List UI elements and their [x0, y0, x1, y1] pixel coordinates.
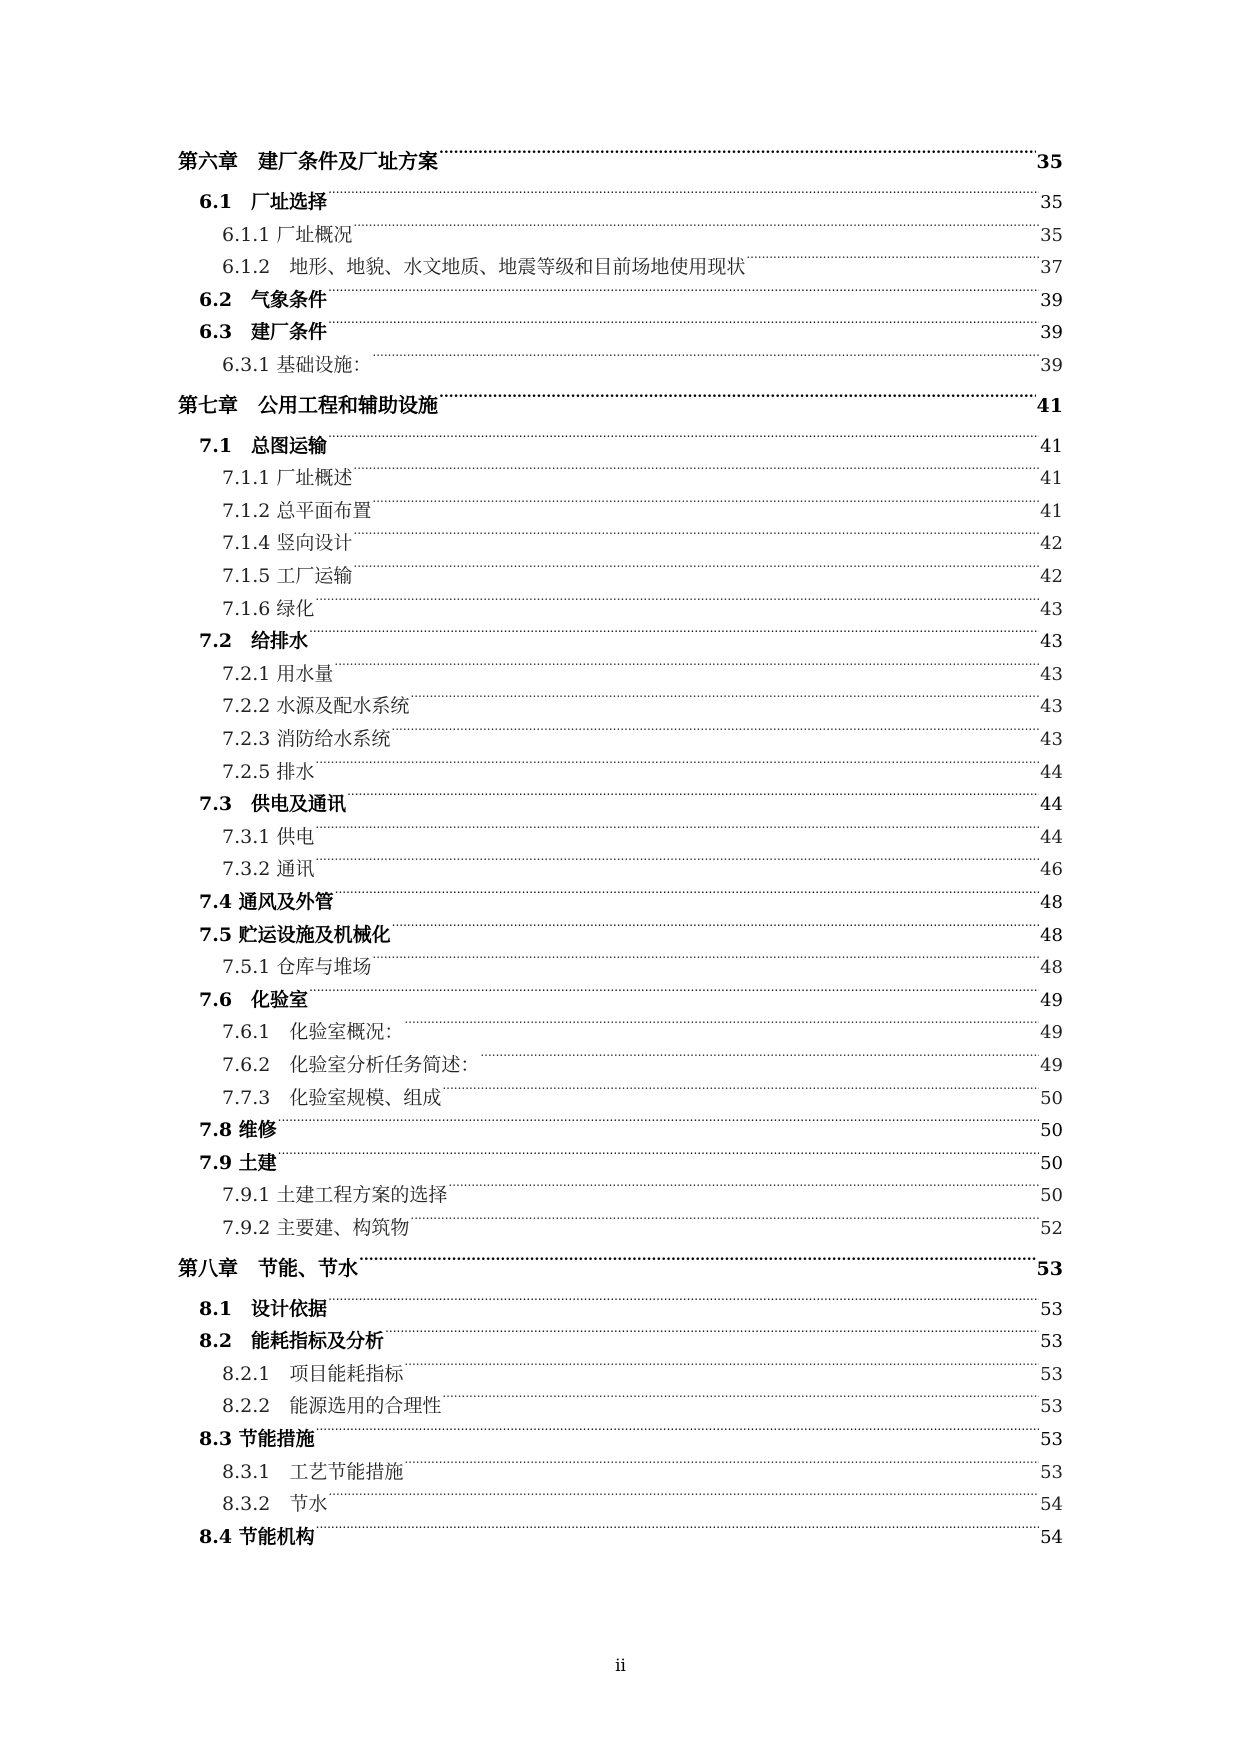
toc-entry-page: 41 [1040, 500, 1063, 522]
toc-entry-page: 39 [1040, 289, 1063, 311]
dot-leader [439, 142, 1036, 168]
toc-entry-page: 54 [1040, 1494, 1063, 1516]
toc-subsection[interactable] [222, 523, 1063, 555]
toc-section[interactable] [199, 1110, 1063, 1142]
toc-section[interactable] [199, 1419, 1063, 1450]
toc-entry-page: 41 [1040, 468, 1063, 490]
toc-entry-label: 8.1 设计依据 [199, 1297, 328, 1320]
toc-entry-page: 52 [1040, 1218, 1063, 1239]
toc-subsection[interactable] [222, 686, 1063, 718]
dot-leader [278, 1143, 1039, 1169]
dot-leader [372, 345, 1039, 371]
dot-leader [315, 849, 1039, 875]
toc-subsection[interactable] [222, 1078, 1063, 1109]
dot-leader [328, 426, 1039, 452]
dot-leader [353, 458, 1039, 484]
toc-entry-label: 7.1.5 工厂运输 [222, 565, 353, 587]
toc-entry-page: 49 [1040, 1022, 1063, 1044]
toc-entry-label: 8.2.2 能源选用的合理性 [222, 1395, 442, 1418]
dot-leader [392, 915, 1039, 941]
toc-entry-page: 41 [1040, 435, 1063, 457]
toc-entry-label: 7.2.1 用水量 [222, 662, 334, 685]
toc-entry-label: 6.1.2 地形、地貌、水文地质、地震等级和目前场地使用现状 [222, 256, 746, 279]
toc-entry-label: 7.1.1 厂址概述 [222, 467, 353, 490]
dot-leader [448, 1175, 1039, 1201]
toc-entry-label: 6.1.1 厂址概况 [222, 223, 353, 246]
toc-chapter[interactable] [178, 142, 1063, 173]
toc-subsection[interactable] [222, 1045, 1063, 1076]
dot-leader [353, 215, 1039, 241]
toc-entry-label: 8.4 节能机构 [199, 1525, 315, 1548]
toc-entry-label: 7.1.6 绿化 [222, 597, 315, 620]
dot-leader [315, 589, 1039, 615]
dot-leader [316, 1419, 1039, 1445]
dot-leader [404, 1452, 1039, 1478]
toc-section[interactable] [199, 182, 1063, 213]
toc-entry-page: 44 [1040, 794, 1063, 816]
toc-subsection[interactable] [222, 1354, 1063, 1385]
toc-entry-page: 48 [1040, 924, 1063, 946]
dot-leader [309, 621, 1039, 647]
toc-entry-label: 7.2 给排水 [199, 630, 309, 653]
dot-leader [328, 280, 1039, 306]
dot-leader [328, 1484, 1039, 1510]
toc-entry-page: 35 [1036, 151, 1063, 173]
toc-entry-page: 42 [1040, 533, 1063, 555]
toc-subsection[interactable] [222, 345, 1063, 376]
toc-entry-label: 7.7.3 化验室规模、组成 [222, 1086, 442, 1109]
toc-entry-label: 6.1 厂址选择 [199, 191, 328, 213]
toc-section[interactable] [199, 280, 1063, 311]
dot-leader [309, 980, 1039, 1006]
toc-entry-label: 7.1 总图运输 [199, 434, 328, 457]
dot-leader [335, 882, 1039, 908]
toc-entry-page: 50 [1040, 1152, 1063, 1174]
dot-leader [353, 523, 1039, 549]
toc-entry-label: 6.3 建厂条件 [199, 321, 328, 344]
dot-leader [278, 1110, 1039, 1136]
toc-section[interactable] [199, 1143, 1063, 1174]
toc-entry-label: 7.6.2 化验室分析任务简述： [222, 1054, 480, 1076]
toc-entry-page: 44 [1040, 826, 1063, 848]
toc-entry-page: 50 [1040, 1120, 1063, 1142]
toc-entry-label: 第八章 节能、节水 [178, 1255, 358, 1280]
toc-entry-label: 7.5 贮运设施及机械化 [199, 923, 391, 946]
toc-subsection[interactable] [222, 1484, 1063, 1516]
toc-entry-page: 39 [1040, 322, 1063, 344]
dot-leader [385, 1321, 1039, 1347]
toc-entry-label: 8.2.1 项目能耗指标 [222, 1362, 404, 1385]
toc-entry-label: 7.8 维修 [199, 1119, 277, 1142]
toc-entry-page: 53 [1040, 1363, 1063, 1385]
dot-leader [334, 654, 1039, 680]
toc-subsection[interactable] [222, 1208, 1063, 1239]
toc-entry-page: 50 [1040, 1087, 1063, 1109]
toc-section[interactable] [199, 784, 1063, 816]
toc-entry-page: 39 [1040, 355, 1063, 376]
toc-subsection[interactable] [222, 1386, 1063, 1418]
toc-entry-label: 第七章 公用工程和辅助设施 [178, 392, 438, 417]
toc-entry-label: 7.1.2 总平面布置 [222, 499, 372, 522]
toc-entry-page: 48 [1040, 892, 1063, 913]
toc-entry-label: 7.2.2 水源及配水系统 [222, 695, 410, 718]
dot-leader [316, 1517, 1039, 1543]
toc-subsection[interactable] [222, 215, 1063, 246]
dot-leader [372, 947, 1039, 973]
toc-entry-page: 42 [1040, 566, 1063, 587]
toc-entry-label: 7.3.1 供电 [222, 825, 315, 848]
toc-subsection[interactable] [222, 247, 1063, 279]
toc-entry-label: 7.6.1 化验室概况： [222, 1021, 404, 1044]
toc-chapter[interactable] [178, 1249, 1063, 1280]
toc-entry-label: 第六章 建厂条件及厂址方案 [178, 149, 438, 173]
toc-entry-label: 7.2.3 消防给水系统 [222, 728, 391, 750]
toc-section[interactable] [199, 1321, 1063, 1353]
dot-leader [442, 1386, 1039, 1412]
dot-leader [328, 182, 1039, 208]
dot-leader [439, 386, 1036, 412]
toc-entry-page: 49 [1040, 989, 1063, 1011]
toc-entry-label: 7.9.2 主要建、构筑物 [222, 1217, 410, 1239]
toc-entry-page: 43 [1040, 729, 1063, 750]
toc-entry-page: 53 [1040, 1396, 1063, 1418]
dot-leader [315, 752, 1039, 778]
toc-section[interactable] [199, 882, 1063, 913]
dot-leader [480, 1045, 1039, 1071]
toc-entry-page: 50 [1040, 1185, 1063, 1207]
toc-entry-page: 44 [1040, 761, 1063, 783]
toc-entry-page: 43 [1040, 663, 1063, 685]
toc-section[interactable] [199, 1517, 1063, 1548]
dot-leader [372, 491, 1039, 517]
toc-subsection[interactable] [222, 817, 1063, 848]
toc-entry-page: 53 [1036, 1257, 1063, 1280]
toc-entry-label: 7.3 供电及通讯 [199, 793, 347, 816]
toc-entry-page: 53 [1040, 1298, 1063, 1320]
toc-entry-label: 6.2 气象条件 [199, 288, 328, 311]
dot-leader [404, 1012, 1039, 1038]
dot-leader [347, 784, 1039, 810]
toc-section[interactable] [199, 426, 1063, 457]
toc-entry-label: 8.3.1 工艺节能措施 [222, 1460, 404, 1483]
dot-leader [353, 556, 1039, 582]
dot-leader [328, 1289, 1039, 1315]
toc-entry-label: 7.1.4 竖向设计 [222, 532, 353, 555]
toc-entry-page: 48 [1040, 957, 1063, 979]
toc-entry-label: 7.9 土建 [199, 1151, 277, 1174]
toc-subsection[interactable] [222, 556, 1063, 587]
toc-entry-page: 54 [1040, 1526, 1063, 1548]
toc-chapter[interactable] [178, 386, 1063, 417]
toc-entry-page: 53 [1040, 1461, 1063, 1483]
toc-entry-label: 7.4 通风及外管 [199, 891, 334, 913]
dot-leader [391, 719, 1039, 745]
toc-subsection[interactable] [222, 491, 1063, 522]
toc-entry-page: 37 [1040, 257, 1063, 279]
toc-subsection[interactable] [222, 1012, 1063, 1044]
toc-subsection[interactable] [222, 1452, 1063, 1483]
toc-subsection[interactable] [222, 752, 1063, 783]
toc-section[interactable] [199, 621, 1063, 653]
toc-entry-page: 43 [1040, 631, 1063, 653]
toc-subsection[interactable] [222, 589, 1063, 620]
toc-entry-page: 35 [1040, 224, 1063, 246]
toc-section[interactable] [199, 980, 1063, 1011]
dot-leader [410, 686, 1039, 712]
toc-section[interactable] [199, 915, 1063, 946]
toc-entry-page: 35 [1040, 192, 1063, 213]
toc-entry-page: 46 [1040, 859, 1063, 881]
dot-leader [315, 817, 1039, 843]
toc-entry-page: 41 [1036, 394, 1063, 417]
toc-subsection[interactable] [222, 654, 1063, 685]
toc-subsection[interactable] [222, 719, 1063, 750]
toc-entry-label: 6.3.1 基础设施： [222, 354, 372, 376]
dot-leader [410, 1208, 1039, 1234]
toc-subsection[interactable] [222, 849, 1063, 881]
toc-entry-label: 7.2.5 排水 [222, 760, 315, 783]
toc-entry-label: 8.2 能耗指标及分析 [199, 1330, 385, 1353]
toc-entry-page: 43 [1040, 696, 1063, 718]
dot-leader [746, 247, 1039, 273]
dot-leader [359, 1249, 1036, 1275]
toc-subsection[interactable] [222, 947, 1063, 979]
toc-entry-label: 7.3.2 通讯 [222, 858, 315, 881]
toc-entry-page: 43 [1040, 598, 1063, 620]
page-number: ii [615, 1656, 626, 1676]
toc-subsection[interactable] [222, 1175, 1063, 1207]
toc-entry-label: 8.3 节能措施 [199, 1428, 315, 1450]
toc-subsection[interactable] [222, 458, 1063, 490]
toc-entry-page: 53 [1040, 1331, 1063, 1353]
toc-entry-page: 53 [1040, 1429, 1063, 1450]
dot-leader [328, 312, 1039, 338]
toc-entry-label: 7.9.1 土建工程方案的选择 [222, 1184, 448, 1207]
dot-leader [404, 1354, 1039, 1380]
toc-section[interactable] [199, 312, 1063, 344]
toc-entry-page: 49 [1040, 1055, 1063, 1076]
toc-entry-label: 7.6 化验室 [199, 988, 309, 1011]
toc-entry-label: 8.3.2 节水 [222, 1493, 328, 1516]
dot-leader [442, 1078, 1039, 1104]
toc-section[interactable] [199, 1289, 1063, 1320]
toc-entry-label: 7.5.1 仓库与堆场 [222, 956, 372, 979]
